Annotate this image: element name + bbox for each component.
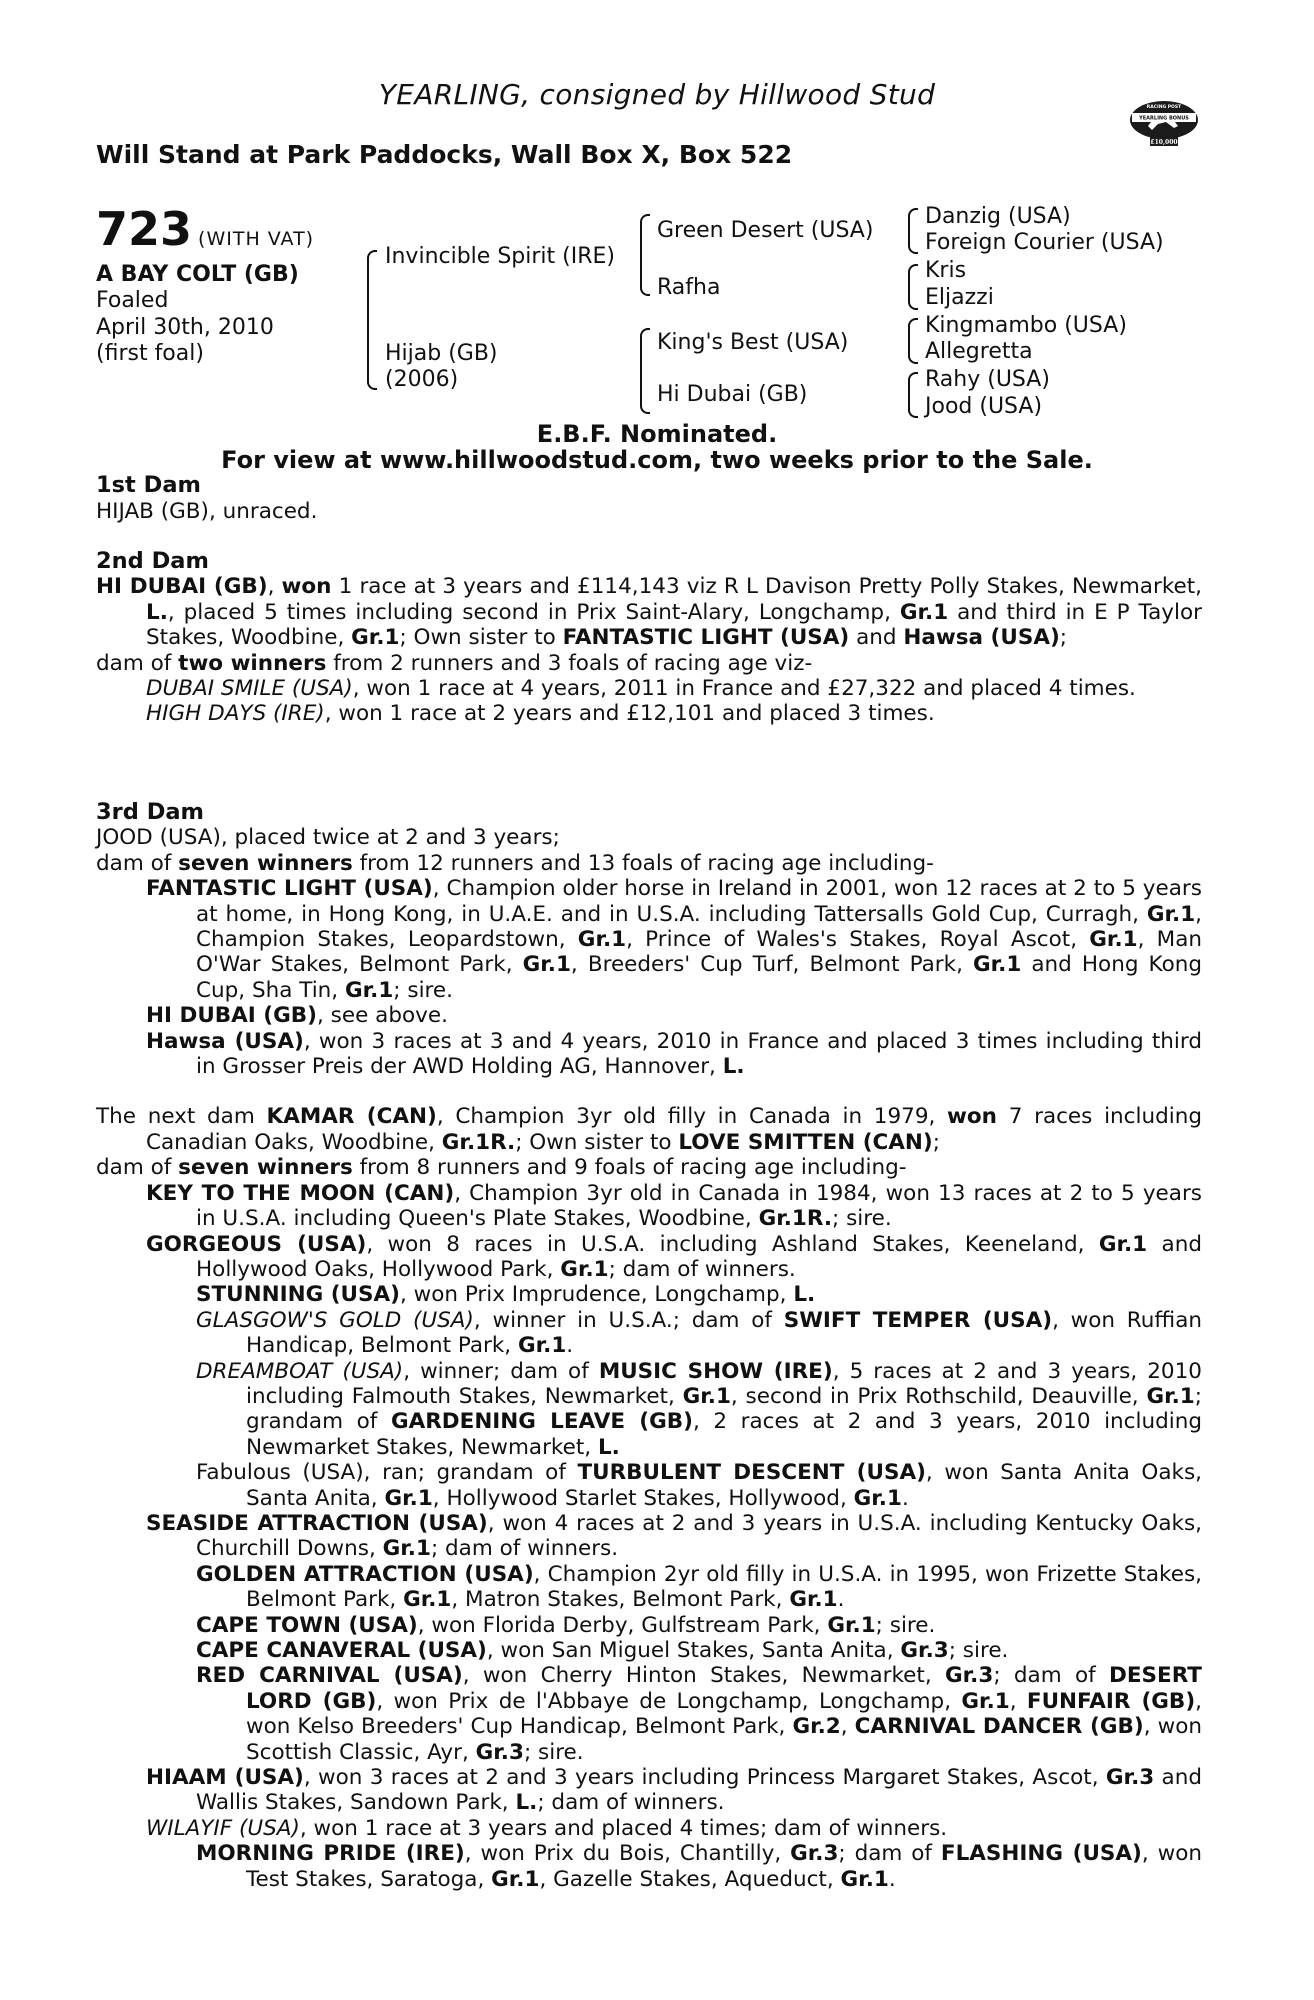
pedigree-sire-dam: Rafha — [657, 275, 721, 300]
dam-line-bracket — [640, 328, 650, 414]
next-dam-record: The next dam KAMAR (CAN), Champion 3yr old filly in Canada in 1979, won 7 races including Canadian Oaks, Woodbine, Gr.1R.; Own sister to LOVE SMITTEN (CAN); — [96, 1104, 1202, 1155]
produce-hi-dubai: HI DUBAI (GB), see above. — [146, 1003, 448, 1029]
produce-stunning: STUNNING (USA), won Prix Imprudence, Longchamp, L. — [196, 1282, 816, 1308]
badge-mid-text: YEARLING BONUS — [1139, 115, 1189, 122]
second-dam-produce-summary: dam of two winners from 2 runners and 3 foals of racing age viz- — [96, 650, 813, 676]
view-note: For view at www.hillwoodstud.com, two weeks prior to the Sale. — [221, 446, 1093, 474]
vat-note: (WITH VAT) — [198, 228, 315, 250]
lot-number: 723 (WITH VAT) — [96, 202, 315, 256]
first-dam-text: HIJAB (GB), unraced. — [96, 499, 318, 524]
yearling-bonus-badge — [1128, 96, 1200, 148]
produce-fantastic-light: FANTASTIC LIGHT (USA), Champion older horse in Ireland in 2001, won 12 races at 2 to 5 years at home, in Hong Kong, in U.A.E. and in U.S.A. including Tattersalls Gold Cup, Curragh, Gr.1, Champion Stakes, Leopardstown, Gr.1, Prince of Wales's Stakes, Royal Ascot, Gr.1, Man O'War Stakes, Belmont Park, Gr.1, Breeders' Cup Turf, Belmont Park, Gr.1 and Hong Kong Cup, Sha Tin, Gr.1; sire. — [146, 876, 1202, 1003]
stand-location: Will Stand at Park Paddocks, Wall Box X, Box 522 — [96, 140, 793, 169]
pedigree-dam-dam: Hi Dubai (GB) — [657, 382, 808, 407]
third-dam-record: JOOD (USA), placed twice at 2 and 3 years; — [96, 825, 560, 851]
lot-name: A BAY COLT (GB) — [96, 262, 299, 287]
pedigree-dsd: Allegretta — [925, 339, 1033, 364]
sire-line-bracket — [640, 214, 650, 296]
produce-golden-attraction: GOLDEN ATTRACTION (USA), Champion 2yr old filly in U.S.A. in 1995, won Frizette Stakes, Belmont Park, Gr.1, Matron Stakes, Belmont Park, Gr.1. — [196, 1561, 1203, 1613]
produce-dreamboat: DREAMBOAT (USA), winner; dam of MUSIC SHOW (IRE), 5 races at 2 and 3 years, 2010 including Falmouth Stakes, Newmarket, Gr.1, second in Prix Rothschild, Deauville, Gr.1; grandam of GARDENING LEAVE (GB), 2 races at 2 and 3 years, 2010 including Newmarket Stakes, Newmarket, L. — [196, 1358, 1202, 1460]
foaled-label: Foaled — [96, 288, 169, 313]
pedigree-ssd: Foreign Courier (USA) — [925, 230, 1164, 255]
produce-dubai-smile: DUBAI SMILE (USA), won 1 race at 4 years, 2011 in France and £27,322 and placed 4 times. — [146, 676, 1136, 702]
produce-morning-pride: MORNING PRIDE (IRE), won Prix du Bois, Chantilly, Gr.3; dam of FLASHING (USA), won Test Stakes, Saratoga, Gr.1, Gazelle Stakes, Aqueduct, Gr.1. — [196, 1841, 1202, 1892]
next-dam-produce-summary: dam of seven winners from 8 runners and 9 foals of racing age including- — [96, 1155, 907, 1181]
generation1-bracket — [367, 250, 377, 390]
third-dam-heading: 3rd Dam — [96, 799, 204, 825]
produce-hiaam: HIAAM (USA), won 3 races at 2 and 3 years including Princess Margaret Stakes, Ascot, Gr.3 and Wallis Stakes, Sandown Park, L.; dam of winners. — [146, 1765, 1202, 1816]
bracket-g3-3 — [908, 318, 918, 364]
pedigree-dam-sire: King's Best (USA) — [657, 330, 849, 355]
produce-gorgeous: GORGEOUS (USA), won 8 races in U.S.A. including Ashland Stakes, Keeneland, Gr.1 and Hollywood Oaks, Hollywood Park, Gr.1; dam of winners. — [146, 1231, 1202, 1282]
produce-wilayif: WILAYIF (USA), won 1 race at 3 years and placed 4 times; dam of winners. — [146, 1815, 948, 1841]
produce-high-days: HIGH DAYS (IRE), won 1 race at 2 years and £12,101 and placed 3 times. — [146, 701, 935, 727]
pedigree-dam-year: (2006) — [385, 367, 459, 392]
pedigree-sire-sire: Green Desert (USA) — [657, 218, 874, 243]
foal-note: (first foal) — [96, 341, 204, 366]
pedigree-sire: Invincible Spirit (IRE) — [385, 244, 615, 269]
pedigree-dam: Hijab (GB) — [385, 341, 498, 366]
produce-key-to-the-moon: KEY TO THE MOON (CAN), Champion 3yr old in Canada in 1984, won 13 races at 2 to 5 years in U.S.A. including Queen's Plate Stakes, Woodbine, Gr.1R.; sire. — [146, 1180, 1202, 1232]
produce-cape-town: CAPE TOWN (USA), won Florida Derby, Gulfstream Park, Gr.1; sire. — [196, 1612, 936, 1638]
produce-glasgows-gold: GLASGOW'S GOLD (USA), winner in U.S.A.; dam of SWIFT TEMPER (USA), won Ruffian Handicap, Belmont Park, Gr.1. — [196, 1307, 1202, 1359]
produce-fabulous: Fabulous (USA), ran; grandam of TURBULENT DESCENT (USA), won Santa Anita Oaks, Santa Anita, Gr.1, Hollywood Starlet Stakes, Hollywood, Gr.1. — [196, 1460, 1202, 1511]
third-dam-produce-summary: dam of seven winners from 12 runners and 13 foals of racing age including- — [96, 850, 934, 876]
produce-seaside-attraction: SEASIDE ATTRACTION (USA), won 4 races at 2 and 3 years in U.S.A. including Kentucky Oaks, Churchill Downs, Gr.1; dam of winners. — [146, 1510, 1202, 1562]
ebf-note: E.B.F. Nominated. — [536, 420, 778, 448]
bracket-g3-1 — [908, 208, 918, 254]
page-header: YEARLING, consigned by Hillwood Stud — [378, 78, 936, 111]
pedigree-sds: Kris — [925, 258, 967, 283]
foaled-date: April 30th, 2010 — [96, 315, 274, 340]
badge-top-text: RACING POST — [1146, 105, 1182, 110]
third-dam-section — [96, 800, 1202, 1892]
second-dam-record: HI DUBAI (GB), won 1 race at 3 years and £114,143 viz R L Davison Pretty Polly Stakes, Newmarket, L., placed 5 times including second in Prix Saint-Alary, Longchamp, Gr.1 and third in E P Taylor Stakes, Woodbine, Gr.1; Own sister to FANTASTIC LIGHT (USA) and Hawsa (USA); — [96, 574, 1202, 651]
produce-hawsa: Hawsa (USA), won 3 races at 3 and 4 years, 2010 in France and placed 3 times including third in Grosser Preis der AWD Holding AG, Hannover, L. — [146, 1028, 1202, 1080]
produce-cape-canaveral: CAPE CANAVERAL (USA), won San Miguel Stakes, Santa Anita, Gr.3; sire. — [196, 1638, 1009, 1663]
pedigree-ddd: Jood (USA) — [925, 394, 1043, 419]
pedigree-dds: Rahy (USA) — [925, 367, 1050, 392]
second-dam-section — [96, 549, 1202, 727]
bracket-g3-4 — [908, 372, 918, 418]
pedigree-dss: Kingmambo (USA) — [925, 313, 1127, 338]
pedigree-sss: Danzig (USA) — [925, 204, 1071, 229]
first-dam-heading: 1st Dam — [96, 472, 201, 498]
second-dam-heading: 2nd Dam — [96, 548, 209, 574]
pedigree-sdd: Eljazzi — [925, 285, 994, 310]
badge-amount-text: £10,000 — [1150, 139, 1178, 146]
bracket-g3-2 — [908, 264, 918, 310]
produce-red-carnival: RED CARNIVAL (USA), won Cherry Hinton Stakes, Newmarket, Gr.3; dam of DESERT LORD (GB), won Prix de l'Abbaye de Longchamp, Longchamp, Gr.1, FUNFAIR (GB), won Kelso Breeders' Cup Handicap, Belmont Park, Gr.2, CARNIVAL DANCER (GB), won Scottish Classic, Ayr, Gr.3; sire. — [196, 1663, 1202, 1765]
